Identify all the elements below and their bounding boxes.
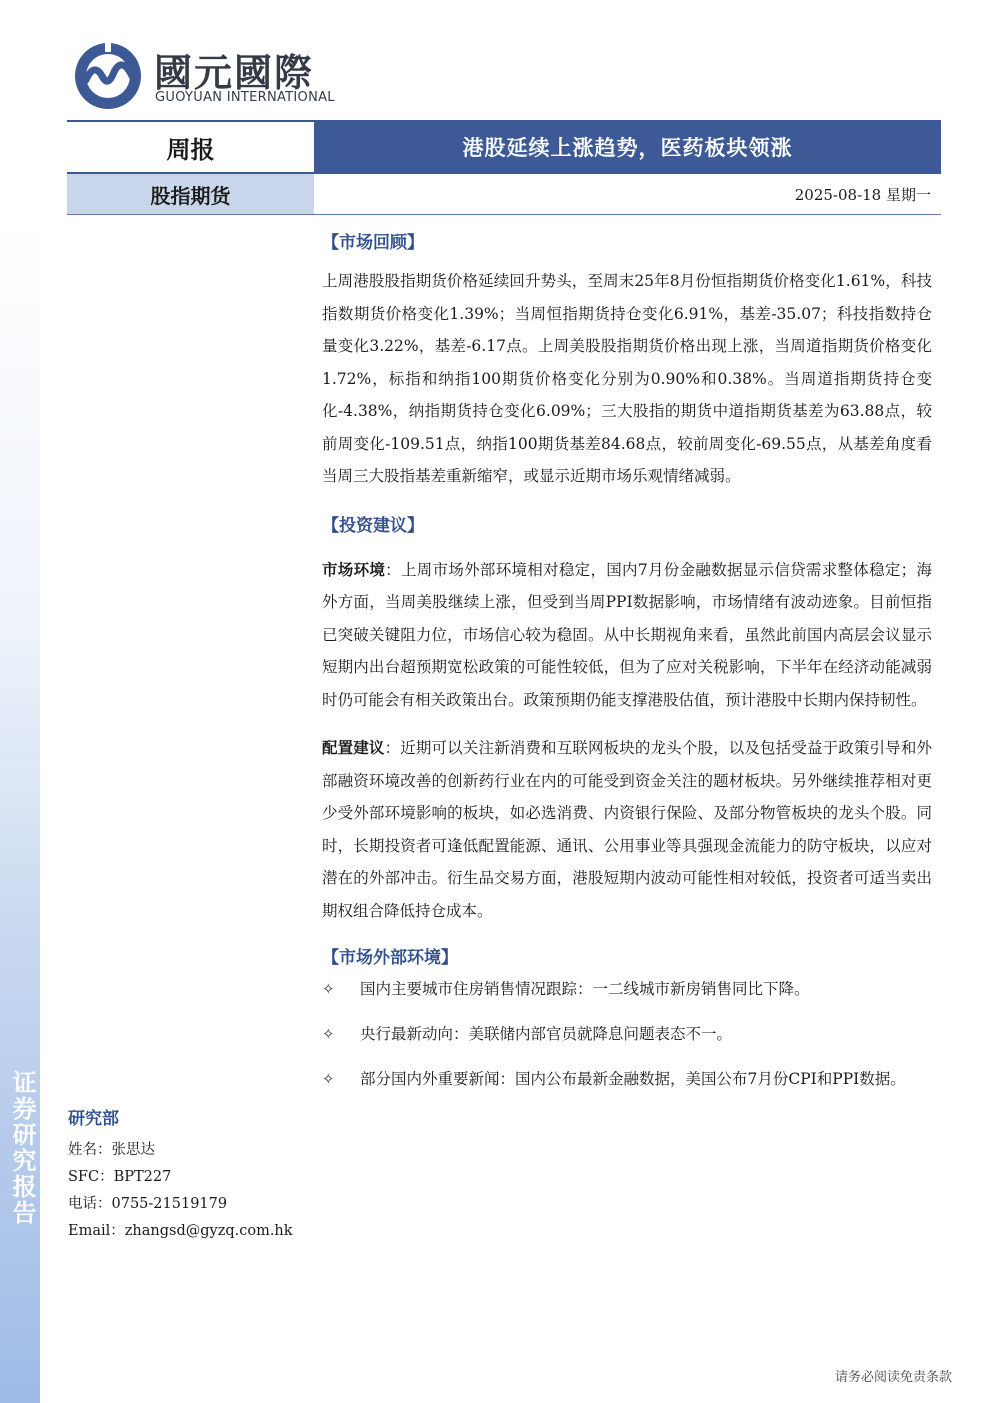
disclaimer-footer: 请务必阅读免责条款 xyxy=(834,1370,952,1385)
paragraph-lead: 配置建议 xyxy=(322,738,385,757)
report-type: 周报 xyxy=(67,122,314,172)
list-item-text: 部分国内外重要新闻：国内公布最新金融数据，美国公布7月份CPI和PPI数据。 xyxy=(360,1070,906,1088)
research-department xyxy=(68,1104,308,1245)
section-heading: 【投资建议】 xyxy=(322,515,424,536)
list-item xyxy=(322,1066,932,1093)
analyst-sfc: SFC：BPT227 xyxy=(68,1169,172,1185)
list-item xyxy=(322,1021,932,1048)
research-dept-title: 研究部 xyxy=(68,1109,119,1129)
diamond-bullet-icon: ✧ xyxy=(322,1070,335,1088)
analyst-email: Email：zhangsd@gyzq.com.hk xyxy=(68,1223,293,1239)
report-date: 2025-08-18 星期一 xyxy=(794,185,931,204)
report-category: 股指期货 xyxy=(67,174,314,214)
report-title: 港股延续上涨趋势，医药板块领涨 xyxy=(314,122,941,172)
analyst-name: 姓名：张思达 xyxy=(68,1142,155,1158)
side-label: 证券研究报告 xyxy=(8,1070,36,1226)
section-external-environment xyxy=(322,943,932,1093)
header-bottom-rule xyxy=(67,214,941,215)
section-heading: 【市场外部环境】 xyxy=(322,948,458,968)
section-market-review xyxy=(322,228,932,493)
section-investment-advice xyxy=(322,511,932,928)
external-environment-list xyxy=(322,976,932,1093)
paragraph-text: ：近期可以关注新消费和互联网板块的龙头个股，以及包括受益于政策引导和外部融资环境改善的创新药行业在内的可能受到资金关注的题材板块。另外继续推荐相对更少受外部环境影响的板块，如必选消费、内资银行保险、及部分物管板块的龙头个股。同时，长期投资者可逢低配置能源、通讯、公用事业等具强现金流能力的防守板块，以应对潜在的外部冲击。衍生品交易方面，港股短期内波动可能性相对较低，投资者可适当卖出期权组合降低持仓成本。 xyxy=(322,739,932,920)
paragraph-text: ：上周市场外部环境相对稳定，国内7月份金融数据显示信贷需求整体稳定；海外方面，当周美股继续上涨，但受到当周PPI数据影响，市场情绪有波动迹象。目前恒指已突破关键阻力位，市场信心较为稳固。从中长期视角来看，虽然此前国内高层会议显示短期内出台超预期宽松政策的可能性较低，但为了应对关税影响，下半年在经济动能减弱时仍可能会有相关政策出台。政策预期仍能支撑港股估值，预计港股中长期内保持韧性。 xyxy=(322,560,932,709)
diamond-bullet-icon: ✧ xyxy=(322,980,335,998)
list-item-text: 央行最新动向：美联储内部官员就降息问题表态不一。 xyxy=(360,1025,733,1043)
paragraph-lead: 市场环境 xyxy=(322,559,386,579)
main-content xyxy=(322,228,932,1111)
logo-emblem-icon xyxy=(72,40,144,112)
list-item xyxy=(322,976,932,1003)
allocation-paragraph xyxy=(322,732,932,927)
logo-english-text: GUOYUAN INTERNATIONAL xyxy=(155,90,335,105)
list-item-text: 国内主要城市住房销售情况跟踪：一二线城市新房销售同比下降。 xyxy=(360,980,810,998)
analyst-phone: 电话：0755-21519179 xyxy=(68,1196,228,1212)
market-environment-paragraph xyxy=(322,554,932,717)
logo-chinese-text: 國元國際 xyxy=(154,51,315,95)
diamond-bullet-icon: ✧ xyxy=(322,1025,335,1043)
market-review-text: 上周港股股指期货价格延续回升势头，至周末25年8月份恒指期货价格变化1.61%，科技指数期货价格变化1.39%；当周恒指期货持仓变化6.91%，基差-35.07；科技指数持仓量变化3.22%，基差-6.17点。上周美股股指期货价格出现上涨，当周道指期货价格变化1.72%，标指和纳指100期货价格变化分别为0.90%和0.38%。当周道指期货持仓变化-4.38%，纳指期货持仓变化6.09%；三大股指的期货中道指期货基差为63.88点，较前周变化-109.51点，纳指100期货基差84.68点，较前周变化-69.55点，从基差角度看当周三大股指基差重新缩窄，或显示近期市场乐观情绪减弱。 xyxy=(322,272,932,485)
company-logo xyxy=(72,40,342,112)
section-heading: 【市场回顾】 xyxy=(322,233,424,253)
